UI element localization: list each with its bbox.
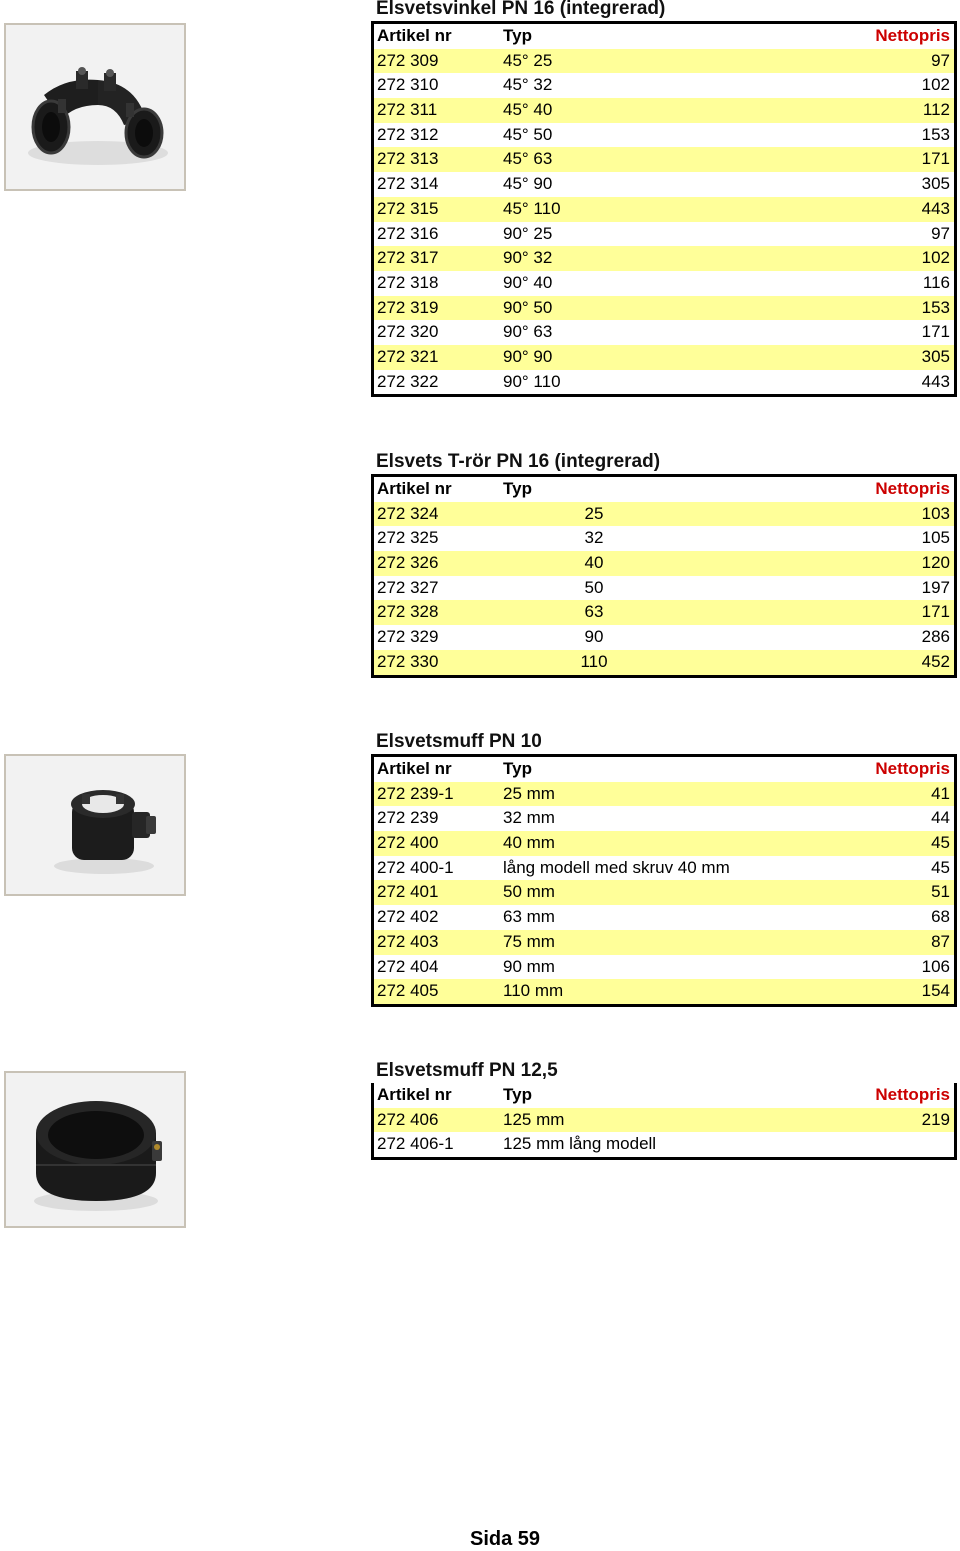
cell-price: 68 xyxy=(931,907,950,927)
cell-price: 452 xyxy=(921,651,950,671)
cell-typ: 90° 40 xyxy=(503,272,553,292)
cell-price: 154 xyxy=(921,981,950,1001)
cell-typ: 50 xyxy=(584,577,604,597)
table-row xyxy=(374,856,954,881)
cell-artikel: 272 309 xyxy=(377,50,439,70)
coupler-pn10-image xyxy=(6,756,184,894)
header-typ: Typ xyxy=(503,26,532,45)
table-row xyxy=(374,197,954,222)
cell-typ: 45° 25 xyxy=(503,50,553,70)
cell-artikel: 272 321 xyxy=(377,346,439,366)
header-artikel: Artikel nr xyxy=(377,479,452,498)
cell-price: 45 xyxy=(931,833,950,853)
section-title: Elsvetsmuff PN 12,5 xyxy=(376,1060,558,1081)
cell-typ: 63 mm xyxy=(503,907,555,927)
header-nettopris: Nettopris xyxy=(875,26,950,45)
table-row xyxy=(374,880,954,905)
cell-typ: 90° 25 xyxy=(503,223,553,243)
cell-price: 443 xyxy=(921,371,950,391)
cell-typ: 90° 110 xyxy=(503,371,561,391)
cell-price: 97 xyxy=(931,50,950,70)
table-header xyxy=(374,24,954,49)
section-title: Elsvetsmuff PN 10 xyxy=(376,731,542,752)
cell-typ: 45° 110 xyxy=(503,198,561,218)
cell-typ: 90 mm xyxy=(503,956,555,976)
table-row xyxy=(374,345,954,370)
cell-artikel: 272 314 xyxy=(377,174,439,194)
header-nettopris: Nettopris xyxy=(875,479,950,498)
table-row xyxy=(374,782,954,807)
cell-price: 105 xyxy=(921,528,950,548)
cell-artikel: 272 327 xyxy=(377,577,439,597)
table-row xyxy=(374,930,954,955)
cell-price: 153 xyxy=(921,124,950,144)
cell-typ: 75 mm xyxy=(503,931,555,951)
cell-price: 87 xyxy=(931,931,950,951)
cell-artikel: 272 310 xyxy=(377,75,439,95)
cell-price: 443 xyxy=(921,198,950,218)
cell-artikel: 272 400-1 xyxy=(377,857,454,877)
cell-typ: 125 mm lång modell xyxy=(503,1134,657,1154)
cell-artikel: 272 320 xyxy=(377,322,439,342)
table-row xyxy=(374,73,954,98)
cell-price: 112 xyxy=(922,100,950,120)
section-elsvetsvinkel xyxy=(371,0,957,397)
cell-artikel: 272 328 xyxy=(377,602,439,622)
table-row xyxy=(374,831,954,856)
cell-typ: 90° 90 xyxy=(503,346,553,366)
cell-price: 305 xyxy=(921,346,950,366)
cell-typ: 45° 40 xyxy=(503,100,553,120)
cell-typ: 32 xyxy=(584,528,604,548)
cell-typ: 40 xyxy=(584,553,604,573)
table-row xyxy=(374,576,954,601)
cell-artikel: 272 402 xyxy=(377,907,439,927)
table-row xyxy=(374,955,954,980)
cell-artikel: 272 330 xyxy=(377,651,439,671)
cell-typ: 32 mm xyxy=(503,808,555,828)
section-t-ror xyxy=(371,450,957,678)
cell-artikel: 272 406 xyxy=(377,1109,439,1129)
table-row xyxy=(374,49,954,74)
cell-price: 171 xyxy=(921,149,950,169)
cell-typ: lång modell med skruv 40 mm xyxy=(503,857,730,877)
cell-price: 103 xyxy=(921,503,950,523)
table-row xyxy=(374,123,954,148)
cell-typ: 25 mm xyxy=(503,783,555,803)
section-title: Elsvets T-rör PN 16 (integrerad) xyxy=(376,451,661,472)
table-row xyxy=(374,1108,954,1133)
table-header xyxy=(374,757,954,782)
table-row xyxy=(374,1132,954,1157)
cell-price: 286 xyxy=(921,627,950,647)
price-table xyxy=(371,474,957,678)
table-row xyxy=(374,650,954,675)
cell-typ: 90 xyxy=(584,627,604,647)
price-table xyxy=(371,754,957,1007)
header-nettopris: Nettopris xyxy=(875,1085,950,1104)
cell-price: 102 xyxy=(921,75,950,95)
table-row xyxy=(374,979,954,1004)
table-header xyxy=(374,1083,954,1108)
cell-artikel: 272 318 xyxy=(377,272,439,292)
table-header xyxy=(374,477,954,502)
cell-price: 171 xyxy=(921,602,950,622)
table-row xyxy=(374,551,954,576)
section-elsvetsmuff-pn125 xyxy=(371,1059,957,1160)
cell-price: 116 xyxy=(922,272,950,292)
table-row xyxy=(374,502,954,527)
elbow-fitting-photo xyxy=(4,23,186,191)
table-row xyxy=(374,526,954,551)
price-table xyxy=(371,21,957,397)
cell-artikel: 272 316 xyxy=(377,223,439,243)
cell-typ: 63 xyxy=(584,602,604,622)
cell-typ: 50 mm xyxy=(503,882,555,902)
table-row xyxy=(374,320,954,345)
cell-artikel: 272 312 xyxy=(377,124,439,144)
table-row xyxy=(374,625,954,650)
cell-artikel: 272 329 xyxy=(377,627,439,647)
cell-price: 171 xyxy=(921,322,950,342)
header-artikel: Artikel nr xyxy=(377,759,452,778)
cell-artikel: 272 400 xyxy=(377,833,439,853)
cell-price: 97 xyxy=(931,223,950,243)
table-row xyxy=(374,370,954,395)
cell-price: 305 xyxy=(921,174,950,194)
header-typ: Typ xyxy=(503,759,532,778)
cell-artikel: 272 239-1 xyxy=(377,783,454,803)
cell-price: 153 xyxy=(921,297,950,317)
table-row xyxy=(374,905,954,930)
cell-price: 106 xyxy=(921,956,950,976)
cell-price: 120 xyxy=(921,553,950,573)
coupler-pn125-photo xyxy=(4,1071,186,1228)
coupler-pn10-photo xyxy=(4,754,186,896)
cell-typ: 90° 50 xyxy=(503,297,553,317)
cell-artikel: 272 326 xyxy=(377,553,439,573)
table-row xyxy=(374,98,954,123)
cell-typ: 125 mm xyxy=(503,1109,565,1129)
section-elsvetsmuff-pn10 xyxy=(371,730,957,1007)
header-nettopris: Nettopris xyxy=(875,759,950,778)
cell-typ: 25 xyxy=(584,503,604,523)
cell-price: 51 xyxy=(931,882,950,902)
cell-typ: 90° 63 xyxy=(503,322,553,342)
cell-typ: 90° 32 xyxy=(503,248,553,268)
cell-typ: 45° 32 xyxy=(503,75,553,95)
cell-price: 41 xyxy=(931,783,950,803)
cell-artikel: 272 319 xyxy=(377,297,439,317)
header-typ: Typ xyxy=(503,479,532,498)
cell-artikel: 272 404 xyxy=(377,956,439,976)
cell-artikel: 272 239 xyxy=(377,808,439,828)
header-artikel: Artikel nr xyxy=(377,26,452,45)
cell-typ: 45° 63 xyxy=(503,149,553,169)
cell-artikel: 272 401 xyxy=(377,882,439,902)
elbow-fitting-image xyxy=(6,25,184,189)
cell-artikel: 272 313 xyxy=(377,149,439,169)
table-row xyxy=(374,806,954,831)
cell-typ: 110 mm xyxy=(503,981,564,1001)
cell-typ: 40 mm xyxy=(503,833,555,853)
price-table xyxy=(371,1083,957,1160)
table-row xyxy=(374,296,954,321)
cell-price: 45 xyxy=(931,857,950,877)
cell-artikel: 272 317 xyxy=(377,248,439,268)
table-row xyxy=(374,147,954,172)
cell-price: 44 xyxy=(931,808,950,828)
page-number: Sida 59 xyxy=(470,1528,541,1550)
cell-artikel: 272 325 xyxy=(377,528,439,548)
coupler-pn125-image xyxy=(6,1073,184,1226)
cell-price: 197 xyxy=(921,577,950,597)
cell-artikel: 272 311 xyxy=(377,100,438,120)
cell-artikel: 272 406-1 xyxy=(377,1134,454,1154)
cell-typ: 45° 50 xyxy=(503,124,553,144)
table-row xyxy=(374,271,954,296)
cell-artikel: 272 324 xyxy=(377,503,439,523)
cell-artikel: 272 403 xyxy=(377,931,439,951)
cell-price: 219 xyxy=(921,1109,950,1129)
cell-price: 102 xyxy=(921,248,950,268)
header-typ: Typ xyxy=(503,1085,532,1104)
cell-artikel: 272 405 xyxy=(377,981,439,1001)
table-row xyxy=(374,600,954,625)
table-row xyxy=(374,222,954,247)
table-row xyxy=(374,172,954,197)
cell-artikel: 272 322 xyxy=(377,371,439,391)
table-row xyxy=(374,246,954,271)
cell-artikel: 272 315 xyxy=(377,198,439,218)
section-title: Elsvetsvinkel PN 16 (integrerad) xyxy=(376,0,666,19)
cell-typ: 110 xyxy=(580,651,608,671)
cell-typ: 45° 90 xyxy=(503,174,553,194)
header-artikel: Artikel nr xyxy=(377,1085,452,1104)
